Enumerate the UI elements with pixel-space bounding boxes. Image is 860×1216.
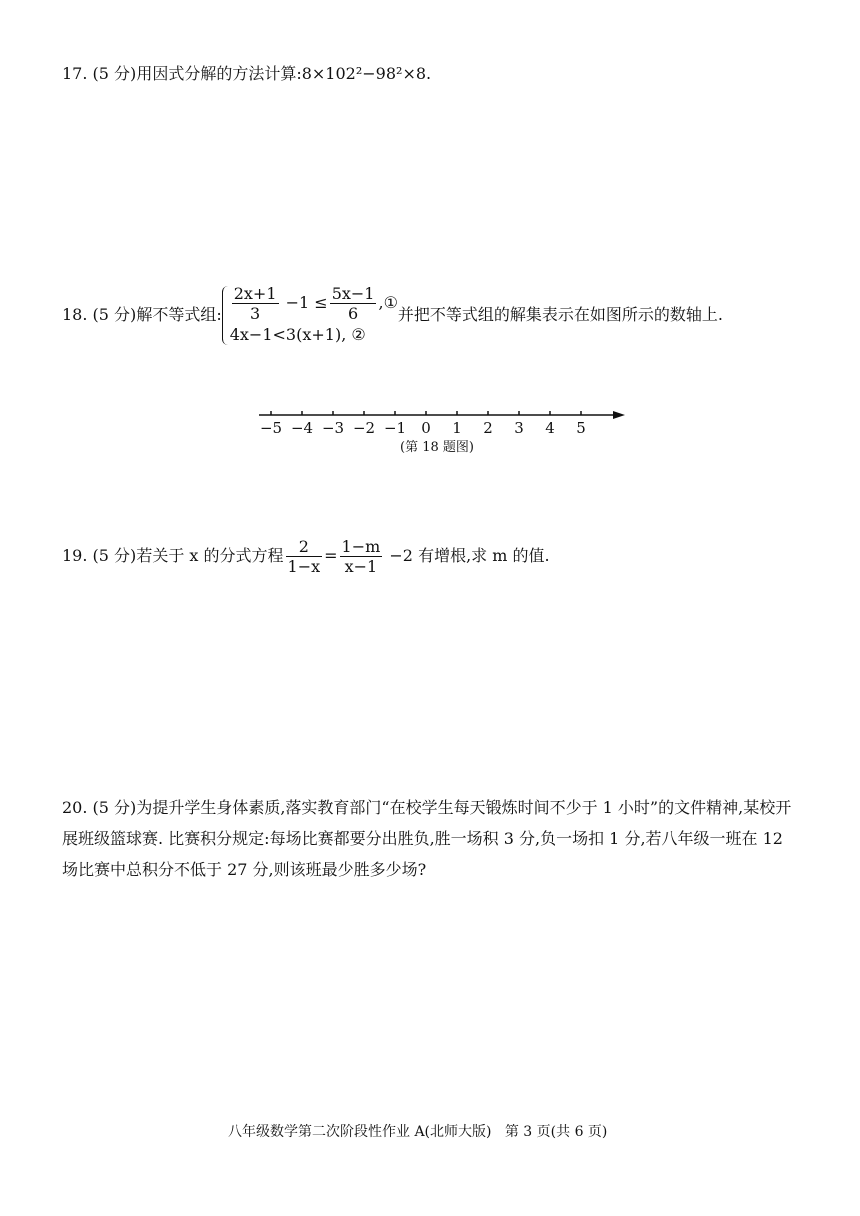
q19-number: 19. [62, 546, 88, 566]
q19-lead: 若关于 x 的分式方程 [136, 546, 284, 566]
figure-caption: (第 18 题图) [400, 440, 474, 455]
number-line-tick-label: 1 [452, 419, 462, 436]
number-line-tick-label: −3 [321, 419, 345, 436]
question-20 [62, 792, 804, 885]
fraction-5x1-over-6: $\frac{5x-1}{6}$ [331, 284, 375, 324]
q18-number: 18. [62, 305, 88, 325]
number-line-tick-label: 3 [514, 419, 524, 436]
q18-points: (5 分) [92, 305, 137, 325]
fraction-1-m-over-x-1: $\frac{1-m}{x-1}$ [341, 537, 381, 577]
q19-points: (5 分) [92, 546, 137, 566]
system-brace [222, 286, 229, 345]
q18-lead: 解不等式组: [136, 305, 222, 325]
question-17 [62, 62, 431, 86]
number-line-tick-label: 4 [545, 419, 555, 436]
number-line-tick-label: 2 [483, 419, 493, 436]
inequality-system [222, 284, 398, 347]
number-line [255, 400, 635, 436]
number-line-tick-label: −1 [383, 419, 407, 436]
inequality-1: $\frac{2x+1}{3}$ −1 ≤ $\frac{5x-1}{6}$ ,① [233, 284, 398, 324]
fraction-2-over-1-x: $\frac{2}{1-x}$ [287, 537, 321, 577]
page-footer [228, 1121, 607, 1141]
footer-title: 八年级数学第二次阶段性作业 A(北师大版) [228, 1124, 492, 1140]
number-line-figure [255, 400, 635, 440]
number-line-tick-label: −4 [290, 419, 314, 436]
number-line-tick-label: −2 [352, 419, 376, 436]
number-line-tick-label: 0 [421, 419, 431, 436]
q18-tail: 并把不等式组的解集表示在如图所示的数轴上. [397, 305, 724, 325]
fraction-2x1-over-3: $\frac{2x+1}{3}$ [233, 284, 277, 324]
arrow-right-icon [613, 411, 625, 419]
footer-page-number: 第 3 页(共 6 页) [504, 1124, 608, 1140]
equals-sign: = [324, 546, 338, 566]
q17-points: (5 分) [92, 64, 137, 83]
number-line-tick-label: 5 [576, 419, 586, 436]
q20-number: 20. [62, 798, 88, 817]
q17-text: 用因式分解的方法计算: [136, 64, 302, 83]
q17-number: 17. [62, 64, 88, 83]
inequality-2: 4x−1<3(x+1), ② [229, 325, 366, 345]
question-19 [62, 537, 550, 576]
q17-expression: 8×102²−98²×8. [301, 64, 432, 83]
question-18 [62, 284, 723, 347]
q20-points: (5 分) [92, 798, 137, 817]
q20-text: 为提升学生身体素质,落实教育部门“在校学生每天锻炼时间不少于 1 小时”的文件精神,某校开展班级篮球赛. 比赛积分规定:每场比赛都要分出胜负,胜一场积 3 分,负一场扣 1 分,若八年级一班在 12 场比赛中总积分不低于 27 分,则该班最少胜多少场? [62, 798, 792, 879]
number-line-tick-label: −5 [259, 419, 283, 436]
q19-tail: −2 有增根,求 m 的值. [389, 546, 550, 566]
